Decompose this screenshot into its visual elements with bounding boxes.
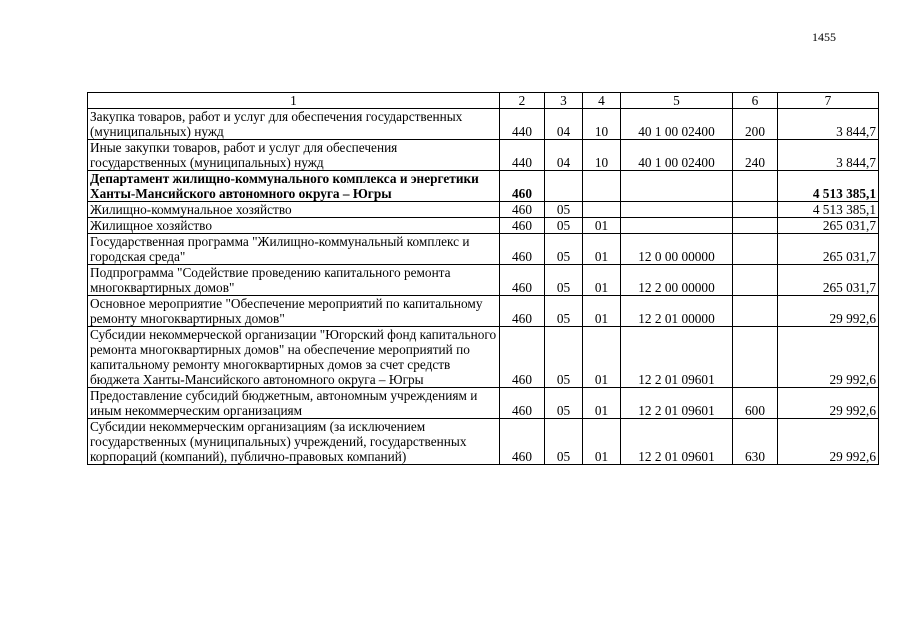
cell-section: 05 — [545, 388, 583, 419]
cell-subsection: 01 — [583, 419, 621, 465]
cell-target-article: 12 0 00 00000 — [621, 234, 733, 265]
cell-target-article: 12 2 01 09601 — [621, 419, 733, 465]
table-row — [88, 218, 879, 234]
cell-target-article: 12 2 01 09601 — [621, 327, 733, 388]
cell-amount: 265 031,7 — [778, 218, 879, 234]
cell-subsection: 01 — [583, 388, 621, 419]
cell-amount: 29 992,6 — [778, 327, 879, 388]
cell-target-article: 12 2 00 00000 — [621, 265, 733, 296]
page-number: 1455 — [812, 30, 836, 44]
cell-expense-type — [733, 327, 778, 388]
cell-amount: 4 513 385,1 — [778, 171, 879, 202]
cell-section: 05 — [545, 218, 583, 234]
cell-ministry-code: 460 — [500, 388, 545, 419]
cell-ministry-code: 440 — [500, 140, 545, 171]
cell-target-article — [621, 171, 733, 202]
cell-target-article — [621, 202, 733, 218]
column-header: 2 — [500, 93, 545, 109]
cell-amount: 265 031,7 — [778, 234, 879, 265]
column-header: 1 — [88, 93, 500, 109]
table-row — [88, 234, 879, 265]
cell-section: 04 — [545, 140, 583, 171]
cell-expense-type — [733, 234, 778, 265]
cell-ministry-code: 460 — [500, 296, 545, 327]
cell-subsection — [583, 202, 621, 218]
column-header: 6 — [733, 93, 778, 109]
column-header: 7 — [778, 93, 879, 109]
cell-amount: 3 844,7 — [778, 109, 879, 140]
cell-ministry-code: 460 — [500, 419, 545, 465]
cell-target-article: 12 2 01 09601 — [621, 388, 733, 419]
cell-section: 05 — [545, 327, 583, 388]
cell-description: Закупка товаров, работ и услуг для обеспечения государственных (муниципальных) нужд — [88, 109, 500, 140]
table-row — [88, 327, 879, 388]
cell-ministry-code: 460 — [500, 265, 545, 296]
cell-amount: 265 031,7 — [778, 265, 879, 296]
cell-amount: 29 992,6 — [778, 296, 879, 327]
cell-section: 05 — [545, 419, 583, 465]
table-row — [88, 388, 879, 419]
cell-ministry-code: 460 — [500, 234, 545, 265]
table-row — [88, 202, 879, 218]
table-row — [88, 109, 879, 140]
table-row — [88, 419, 879, 465]
cell-description: Департамент жилищно-коммунального комплекса и энергетики Ханты-Мансийского автономного округа – Югры — [88, 171, 500, 202]
cell-ministry-code: 460 — [500, 218, 545, 234]
cell-description: Иные закупки товаров, работ и услуг для обеспечения государственных (муниципальных) нужд — [88, 140, 500, 171]
table-row — [88, 296, 879, 327]
cell-section — [545, 171, 583, 202]
cell-ministry-code: 440 — [500, 109, 545, 140]
cell-subsection: 10 — [583, 140, 621, 171]
cell-section: 05 — [545, 296, 583, 327]
cell-description: Подпрограмма "Содействие проведению капитального ремонта многоквартирных домов" — [88, 265, 500, 296]
cell-expense-type — [733, 202, 778, 218]
cell-ministry-code: 460 — [500, 327, 545, 388]
cell-subsection: 01 — [583, 296, 621, 327]
cell-expense-type: 600 — [733, 388, 778, 419]
cell-ministry-code: 460 — [500, 171, 545, 202]
cell-expense-type — [733, 296, 778, 327]
cell-subsection: 01 — [583, 327, 621, 388]
cell-expense-type: 200 — [733, 109, 778, 140]
cell-expense-type: 630 — [733, 419, 778, 465]
cell-section: 05 — [545, 234, 583, 265]
cell-subsection: 01 — [583, 265, 621, 296]
cell-amount: 3 844,7 — [778, 140, 879, 171]
table-row — [88, 140, 879, 171]
table-header-row — [88, 93, 879, 109]
cell-description: Жилищное хозяйство — [88, 218, 500, 234]
budget-table — [87, 92, 879, 465]
table-row — [88, 171, 879, 202]
cell-expense-type — [733, 218, 778, 234]
cell-expense-type: 240 — [733, 140, 778, 171]
cell-description: Субсидии некоммерческой организации "Югорский фонд капитального ремонта многоквартирных домов" на обеспечение мероприятий по капитальному ремонту многоквартирных домов за счет средств бюджета Ханты-Мансийского автономного округа – Югры — [88, 327, 500, 388]
cell-target-article — [621, 218, 733, 234]
cell-description: Предоставление субсидий бюджетным, автономным учреждениям и иным некоммерческим организациям — [88, 388, 500, 419]
column-header: 3 — [545, 93, 583, 109]
cell-ministry-code: 460 — [500, 202, 545, 218]
cell-target-article: 12 2 01 00000 — [621, 296, 733, 327]
cell-target-article: 40 1 00 02400 — [621, 109, 733, 140]
cell-subsection: 01 — [583, 218, 621, 234]
cell-description: Субсидии некоммерческим организациям (за исключением государственных (муниципальных) учреждений, государственных корпораций (компаний), публично-правовых компаний) — [88, 419, 500, 465]
cell-expense-type — [733, 265, 778, 296]
cell-description: Основное мероприятие "Обеспечение мероприятий по капитальному ремонту многоквартирных домов" — [88, 296, 500, 327]
cell-amount: 4 513 385,1 — [778, 202, 879, 218]
cell-subsection: 01 — [583, 234, 621, 265]
cell-section: 05 — [545, 202, 583, 218]
cell-description: Государственная программа "Жилищно-коммунальный комплекс и городская среда" — [88, 234, 500, 265]
cell-section: 04 — [545, 109, 583, 140]
cell-amount: 29 992,6 — [778, 388, 879, 419]
table-row — [88, 265, 879, 296]
cell-amount: 29 992,6 — [778, 419, 879, 465]
cell-description: Жилищно-коммунальное хозяйство — [88, 202, 500, 218]
cell-subsection: 10 — [583, 109, 621, 140]
cell-subsection — [583, 171, 621, 202]
cell-target-article: 40 1 00 02400 — [621, 140, 733, 171]
column-header: 5 — [621, 93, 733, 109]
cell-section: 05 — [545, 265, 583, 296]
cell-expense-type — [733, 171, 778, 202]
column-header: 4 — [583, 93, 621, 109]
